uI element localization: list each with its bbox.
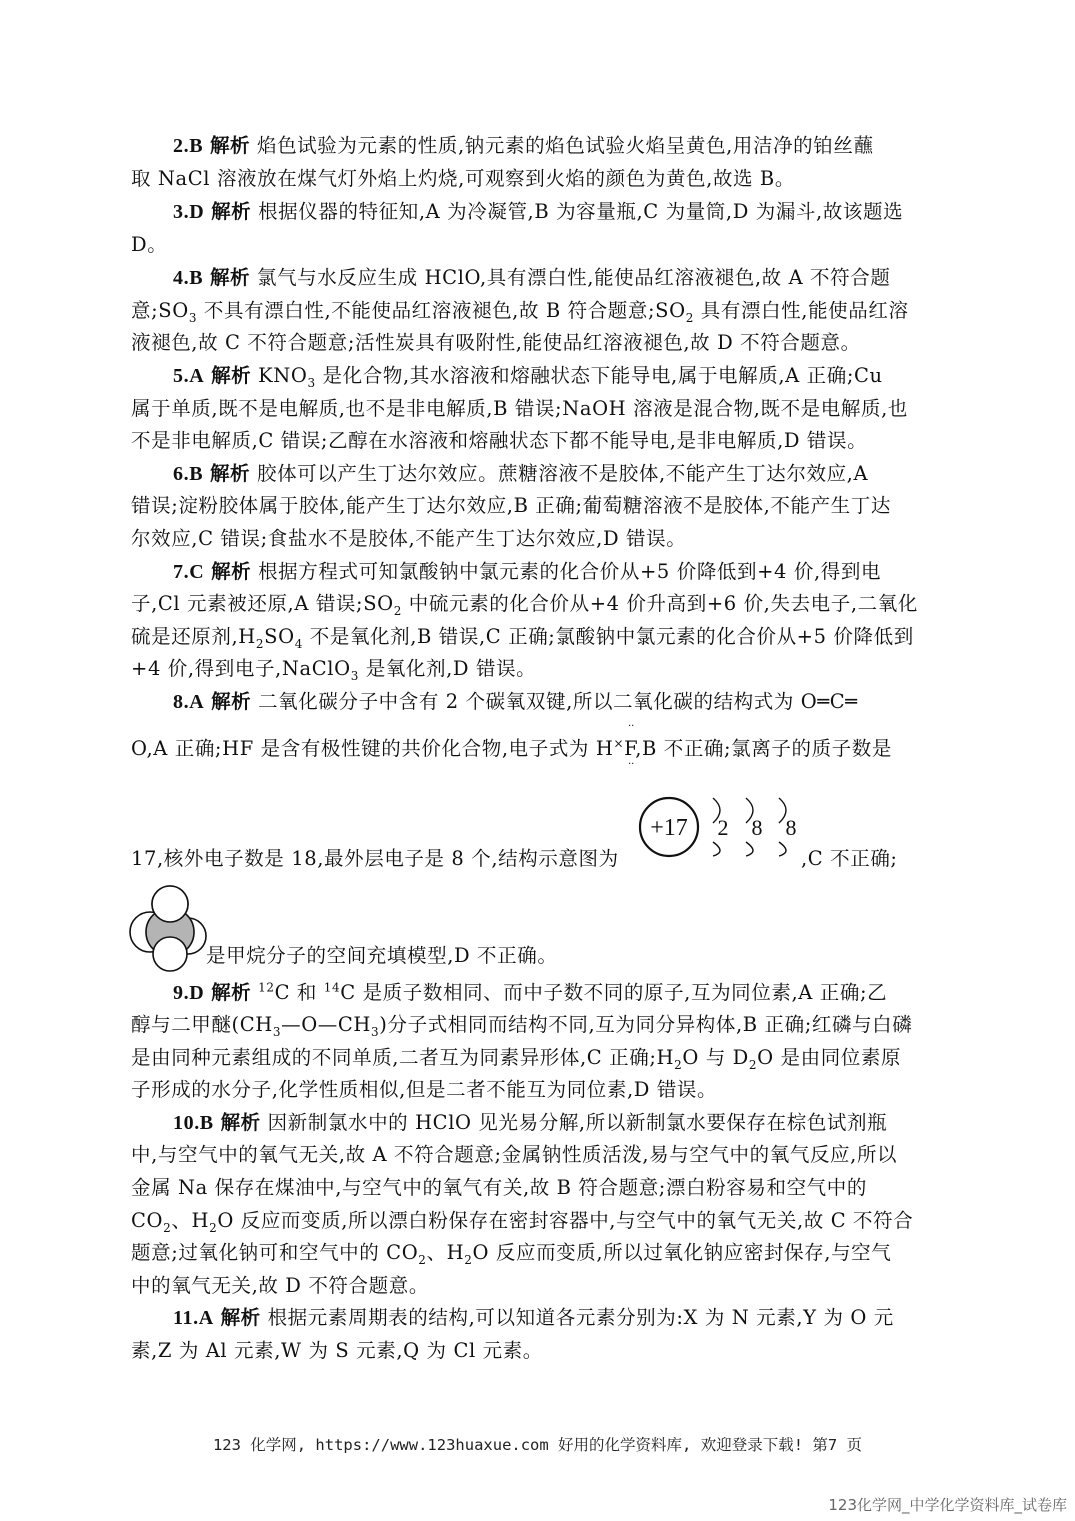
shell-arc-bottom <box>746 842 753 856</box>
answer-number: 5.A <box>173 365 205 387</box>
superscript: 12 <box>258 980 275 995</box>
analysis-label: 解析 <box>220 1306 261 1329</box>
text: 子,Cl 元素被还原,A 错误;SO <box>131 592 394 615</box>
analysis-label: 解析 <box>211 690 252 713</box>
text: 意;SO <box>131 299 189 322</box>
shell-1-electrons: 2 <box>717 815 729 840</box>
text: 具有漂白性,能使品红溶 <box>693 299 909 322</box>
watermark: 123化学网_中学化学资料库_试卷库 <box>828 1496 1067 1514</box>
text: 中硫元素的化合价从+4 价升高到+6 价,失去电子,二氧化 <box>402 592 918 615</box>
nucleus-charge: +17 <box>650 815 688 841</box>
answer-number: 11.A <box>173 1307 214 1329</box>
answer-4-line-2 <box>131 295 909 327</box>
text: 、H <box>171 1209 210 1232</box>
text: O 与 D <box>682 1046 749 1069</box>
answer-8-line-1 <box>173 686 858 718</box>
shell-2-electrons: 8 <box>751 815 763 840</box>
subscript: 2 <box>209 1220 218 1235</box>
answer-9-line-3 <box>131 1042 901 1074</box>
subscript: 2 <box>464 1252 473 1267</box>
subscript: 2 <box>393 603 402 618</box>
answer-8-line-2 <box>131 733 892 765</box>
answer-6-line-1 <box>173 458 868 490</box>
answer-number: 2.B <box>173 135 204 157</box>
analysis-label: 解析 <box>211 200 252 223</box>
text: 不具有漂白性,不能使品红溶液褪色,故 B 符合题意;SO <box>197 299 686 322</box>
text: 、H <box>426 1241 465 1264</box>
analysis-label: 解析 <box>211 364 252 387</box>
subscript: 2 <box>163 1220 172 1235</box>
text: ,B 不正确;氯离子的质子数是 <box>635 737 892 760</box>
methane-space-filling-model <box>128 884 208 974</box>
page-footer: 123 化学网, https://www.123huaxue.com 好用的化学资料库, 欢迎登录下载! 第7 页 <box>212 1436 863 1454</box>
analysis-text: 二氧化碳分子中含有 2 个碳氧双键,所以二氧化碳的结构式为 O═C═ <box>258 690 858 713</box>
answer-5-line-3: 不是非电解质,C 错误;乙醇在水溶液和熔融状态下都不能导电,是非电解质,D 错误。 <box>131 429 868 452</box>
text: 醇与二甲醚(CH <box>131 1013 273 1036</box>
analysis-text: 胶体可以产生丁达尔效应。蔗糖溶液不是胶体,不能产生丁达尔效应,A <box>256 462 869 485</box>
hydrogen-atom <box>153 937 187 971</box>
subscript: 3 <box>188 310 198 325</box>
answer-6-line-3: 尔效应,C 错误;食盐水不是胶体,不能产生丁达尔效应,D 错误。 <box>131 527 687 550</box>
subscript: 4 <box>294 636 303 651</box>
answer-7-line-4 <box>131 653 536 685</box>
lone-pair-dots-bottom: ·· <box>628 759 635 770</box>
answer-5-line-2: 属于单质,既不是电解质,也不是非电解质,B 错误;NaOH 溶液是混合物,既不是电解质,也 <box>131 397 908 420</box>
electron-cross: × <box>613 736 625 751</box>
chlorine-ion-structure-diagram <box>633 790 808 870</box>
answer-number: 7.C <box>173 561 205 583</box>
answer-3-line-2: D。 <box>131 233 168 256</box>
text: )分子式相同而结构不同,互为同分异构体,B 正确;红磷与白磷 <box>379 1013 913 1036</box>
text: +4 价,得到电子,NaClO <box>131 657 351 680</box>
subscript: 2 <box>685 310 694 325</box>
answer-8-line-3-end: ,C 不正确; <box>801 847 898 870</box>
answer-number: 3.D <box>173 201 205 223</box>
answer-number: 6.B <box>173 463 204 485</box>
subscript: 3 <box>371 1024 380 1039</box>
answer-10-line-2: 中,与空气中的氧气无关,故 A 不符合题意;金属钠性质活泼,易与空气中的氧气反应,所以 <box>131 1143 898 1166</box>
text: KNO <box>258 364 308 387</box>
analysis-label: 解析 <box>209 134 251 157</box>
analysis-text: 根据仪器的特征知,A 为冷凝管,B 为容量瓶,C 为量筒,D 为漏斗,故该题选 <box>258 200 904 223</box>
answer-2-line-2: 取 NaCl 溶液放在煤气灯外焰上灼烧,可观察到火焰的颜色为黄色,故选 B。 <box>131 167 795 190</box>
analysis-text: 因新制氯水中的 HClO 见光易分解,所以新制氯水要保存在棕色试剂瓶 <box>267 1111 888 1134</box>
shell-arc-bottom <box>713 842 720 856</box>
answer-10-line-1 <box>173 1107 887 1139</box>
answer-9-line-2 <box>131 1009 912 1041</box>
analysis-label: 解析 <box>209 462 251 485</box>
answer-number: 10.B <box>173 1112 214 1134</box>
text: O 是由同位素原 <box>757 1046 902 1069</box>
analysis-label: 解析 <box>211 981 252 1004</box>
analysis-label: 解析 <box>211 560 252 583</box>
subscript: 2 <box>748 1057 758 1072</box>
answer-8-line-4: 是甲烷分子的空间充填模型,D 不正确。 <box>206 944 558 967</box>
answer-number: 4.B <box>173 267 204 289</box>
answer-5-line-1 <box>173 360 883 392</box>
text: O 反应而变质,所以漂白粉保存在密封容器中,与空气中的氧气无关,故 C 不符合 <box>217 1209 914 1232</box>
subscript: 3 <box>307 375 316 390</box>
analysis-text: 根据元素周期表的结构,可以知道各元素分别为:X 为 N 元素,Y 为 O 元 <box>267 1306 894 1329</box>
hydrogen-atom <box>152 886 188 922</box>
subscript: 2 <box>255 636 265 651</box>
answer-3-line-1 <box>173 196 903 228</box>
answer-2-line-1 <box>173 130 874 162</box>
analysis-text: 焰色试验为元素的性质,钠元素的焰色试验火焰呈黄色,用洁净的铂丝蘸 <box>256 134 874 157</box>
shell-3-electrons: 8 <box>785 815 797 840</box>
answer-6-line-2: 错误;淀粉胶体属于胶体,能产生丁达尔效应,B 正确;葡萄糖溶液不是胶体,不能产生丁达 <box>131 494 891 517</box>
answer-7-line-2 <box>131 588 918 620</box>
subscript: 3 <box>272 1024 282 1039</box>
analysis-text: 氯气与水反应生成 HClO,具有漂白性,能使品红溶液褪色,故 A 不符合题 <box>256 266 891 289</box>
answer-7-line-1 <box>173 556 881 588</box>
analysis-label: 解析 <box>209 266 251 289</box>
text: C 是质子数相同、而中子数不同的原子,互为同位素,A 正确;乙 <box>340 981 888 1004</box>
text: 是化合物,其水溶液和熔融状态下能导电,属于电解质,A 正确;Cu <box>315 364 883 387</box>
subscript: 3 <box>350 668 359 683</box>
answer-10-line-4 <box>131 1205 913 1237</box>
answer-10-line-5 <box>131 1237 891 1269</box>
answer-8-line-3: 17,核外电子数是 18,最外层电子是 8 个,结构示意图为 <box>131 847 619 870</box>
text: SO <box>264 625 295 648</box>
text: 硫是还原剂,H <box>131 625 256 648</box>
answer-9-line-1 <box>173 977 887 1009</box>
answer-number: 9.D <box>173 982 205 1004</box>
analysis-label: 解析 <box>220 1111 261 1134</box>
answer-7-line-3 <box>131 621 914 653</box>
text: F <box>624 737 636 760</box>
answer-11-line-1 <box>173 1302 894 1334</box>
answer-4-line-1 <box>173 262 890 294</box>
text: C 和 <box>274 981 324 1004</box>
answer-11-line-2: 素,Z 为 Al 元素,W 为 S 元素,Q 为 Cl 元素。 <box>131 1339 543 1362</box>
answer-10-line-6: 中的氧气无关,故 D 不符合题意。 <box>131 1274 429 1297</box>
analysis-text: 根据方程式可知氯酸钠中氯元素的化合价从+5 价降低到+4 价,得到电 <box>258 560 882 583</box>
answer-9-line-4: 子形成的水分子,化学性质相似,但是二者不能互为同位素,D 错误。 <box>131 1078 718 1101</box>
text: 是氧化剂,D 错误。 <box>358 657 537 680</box>
lone-pair-dots-top: ·· <box>628 721 635 732</box>
text: 是由同种元素组成的不同单质,二者互为同素异形体,C 正确;H <box>131 1046 675 1069</box>
answer-4-line-3: 液褪色,故 C 不符合题意;活性炭具有吸附性,能使品红溶液褪色,故 D 不符合题意。 <box>131 331 861 354</box>
text: CO <box>131 1209 164 1232</box>
answer-number: 8.A <box>173 691 205 713</box>
shell-arc-bottom <box>779 842 786 856</box>
text: O,A 正确;HF 是含有极性键的共价化合物,电子式为 H <box>131 737 614 760</box>
text: 题意;过氧化钠可和空气中的 CO <box>131 1241 419 1264</box>
subscript: 2 <box>418 1252 427 1267</box>
superscript: 14 <box>323 980 341 995</box>
text: O 反应而变质,所以过氧化钠应密封保存,与空气 <box>472 1241 892 1264</box>
answer-10-line-3: 金属 Na 保存在煤油中,与空气中的氧气有关,故 B 符合题意;漂白粉容易和空气中的 <box>131 1176 867 1199</box>
text: 不是氧化剂,B 错误,C 正确;氯酸钠中氯元素的化合价从+5 价降低到 <box>302 625 914 648</box>
subscript: 2 <box>674 1057 683 1072</box>
text: —O—CH <box>281 1013 372 1036</box>
